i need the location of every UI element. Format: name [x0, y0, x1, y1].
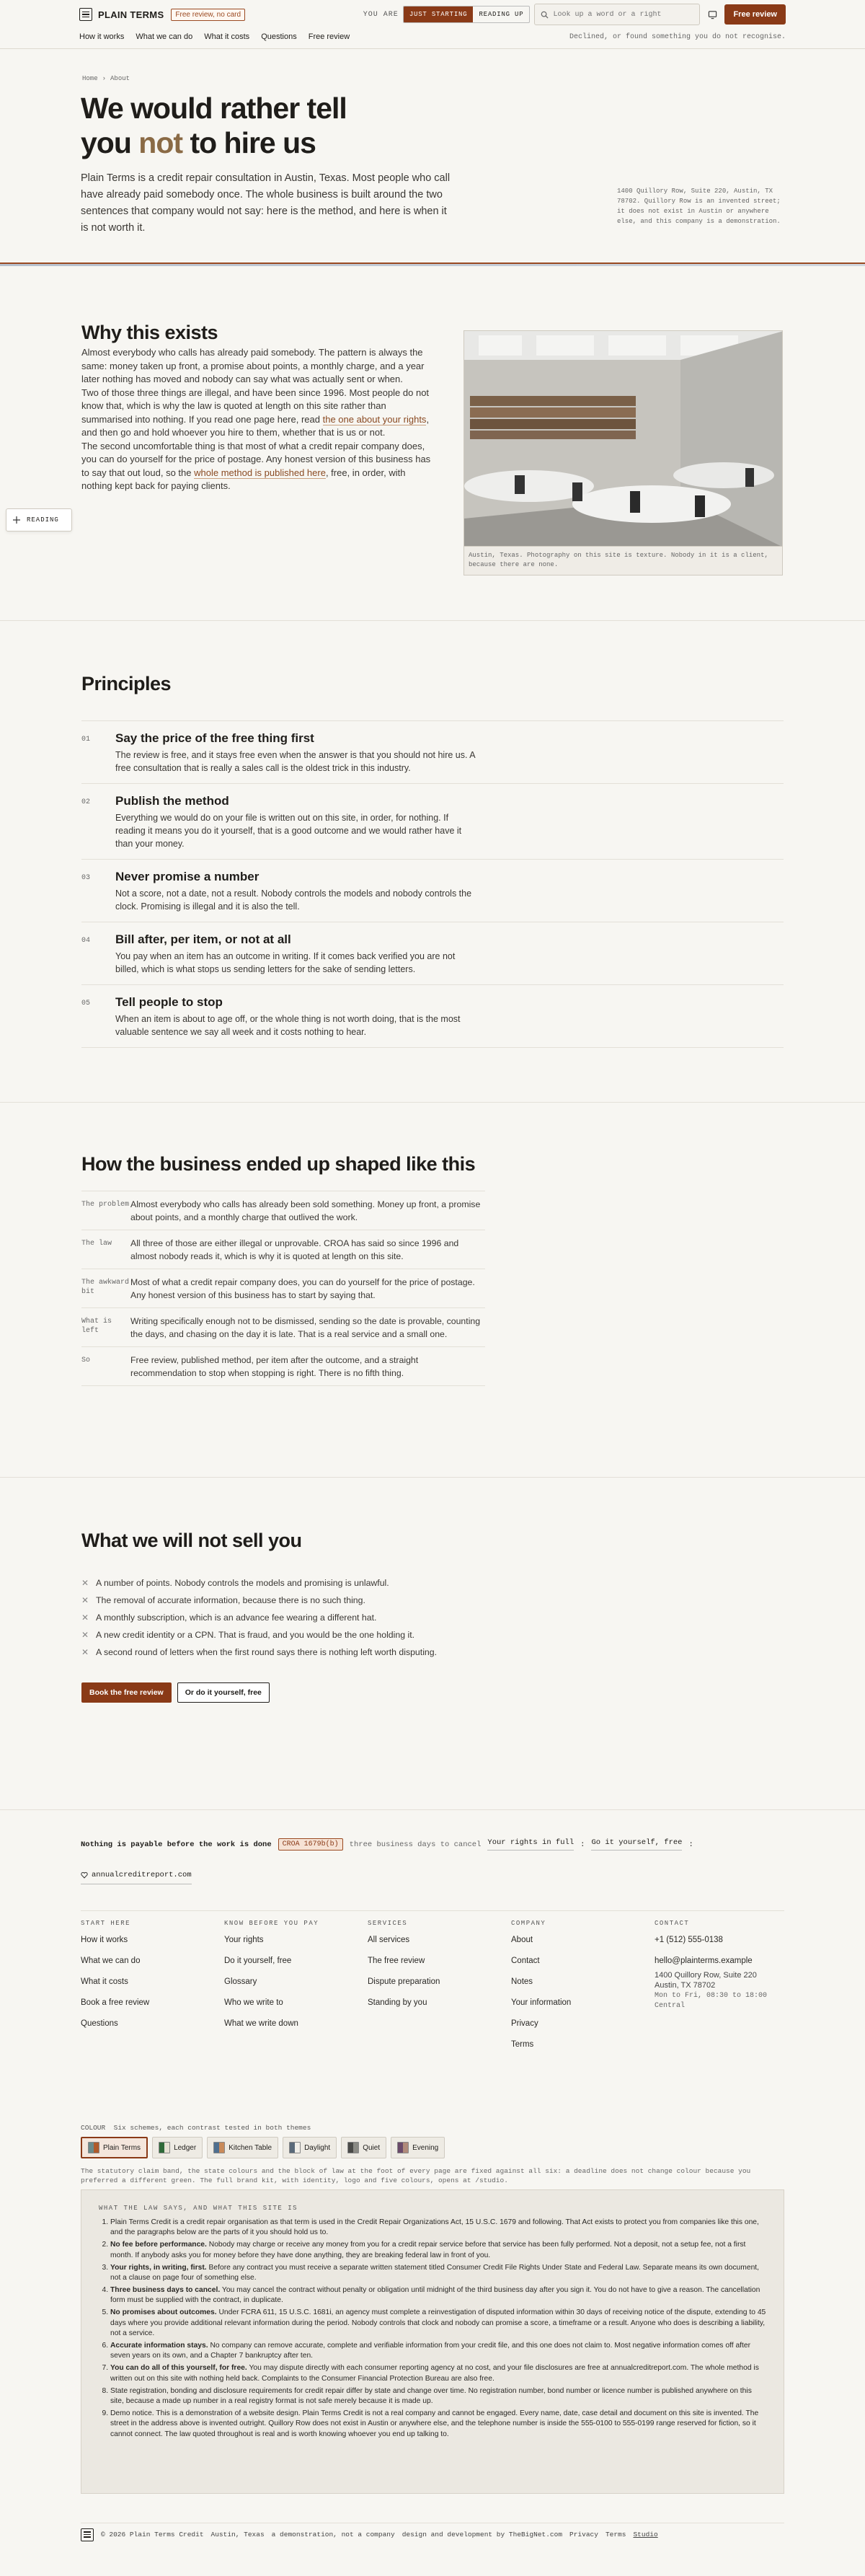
swatch-icon: [213, 2142, 225, 2153]
footer-link[interactable]: Standing by you: [368, 1998, 427, 2007]
logo-icon[interactable]: [79, 8, 92, 21]
principle-item: [81, 984, 784, 1048]
principle-text: When an item is about to age off, or the whole thing is not worth doing, that is the most valuable sentence we say all week and it costs nothing to hear.: [115, 1014, 461, 1037]
heart-icon: [81, 1871, 88, 1879]
why-paragraph-3: [81, 440, 435, 493]
principle-title: Never promise a number: [115, 870, 260, 883]
why-p3-text: The second uncomfortable thing is that most of what a credit repair company does, you can do yourself for the price of postage. Any honest version of this business has to say that out loud, so the: [81, 440, 431, 478]
footer-col-know: [224, 1917, 368, 2061]
shaped-text: Most of what a credit repair company does, you can do yourself for the price of postage. Any honest version of this business has to start by saying that.: [130, 1277, 475, 1300]
principle-number: 03: [81, 874, 91, 882]
footer-col-heading: START HERE: [81, 1920, 131, 1927]
rights-link[interactable]: the one about your rights: [322, 413, 427, 425]
hero-lead: Plain Terms is a credit repair consultation in Austin, Texas. Most people who call have already paid somebody once. The whole business is built around the two sentences that company would not say: here is the method, and here is when it is not worth it.: [81, 172, 451, 234]
law-item-lead: Three business days to cancel.: [110, 2285, 221, 2294]
principle-title: Bill after, per item, or not at all: [115, 932, 291, 946]
terms-link[interactable]: Terms: [605, 2531, 626, 2538]
free-review-tag: Free review, no card: [171, 9, 245, 21]
footer-col-services: [368, 1917, 511, 2061]
shaped-text: Writing specifically enough not to be dismissed, sending so the date is provable, counting the days, and chasing on the day it is late. That is a real service and a small one.: [130, 1316, 481, 1339]
cancel-note: three business days to cancel: [349, 1840, 482, 1849]
swatch-icon: [347, 2142, 359, 2153]
theme-name: Plain Terms: [103, 2143, 141, 2152]
address-line-2: Austin, TX 78702: [655, 1981, 716, 1990]
why-p2-text-end: , and then go and hold whoever you hire to them, whether that is us or not.: [81, 413, 430, 438]
law-item: [110, 2218, 766, 2238]
footer-col-heading: CONTACT: [655, 1920, 690, 1927]
theme-name: Ledger: [174, 2143, 197, 2152]
law-item: [110, 2386, 766, 2407]
address-line-1: 1400 Quillory Row, Suite 220: [655, 1971, 757, 1980]
list-item: [81, 1609, 485, 1626]
law-item-lead: Your rights, in writing, first.: [110, 2263, 207, 2272]
shaped-row: [81, 1307, 485, 1346]
law-item-lead: No fee before performance.: [110, 2241, 207, 2249]
why-section: [0, 264, 865, 621]
search-icon: [541, 11, 549, 19]
footer-link[interactable]: Contact: [511, 1957, 540, 1965]
law-item-text: Under FCRA 611, 15 U.S.C. 1681i, an agency must complete a reinvestigation of disputed information within 30 days of receiving notice of the dispute, extending to 45 days where you provide additional relevant information during the period. Nobody controls that clock and nobody can promise a score, a timeframe or a result. Anyone who does is describing a liability, not a service.: [110, 2308, 766, 2338]
shaped-label: What is left: [81, 1318, 112, 1335]
cross-icon: ✕: [81, 1613, 89, 1623]
principle-item: [81, 720, 784, 783]
footer-col-heading: KNOW BEFORE YOU PAY: [224, 1920, 319, 1927]
law-item-lead: Accurate information stays.: [110, 2341, 208, 2350]
footer-col-company: [511, 1917, 655, 2061]
theme-picker: [81, 2137, 445, 2158]
footer-col-heading: COMPANY: [511, 1920, 546, 1927]
theme-name: Quiet: [363, 2143, 381, 2152]
footer-link[interactable]: All services: [368, 1936, 410, 1944]
breadcrumb-home[interactable]: Home: [82, 75, 98, 82]
nav-free-review[interactable]: Free review: [308, 32, 350, 41]
will-not-title: What we will not sell you: [81, 1530, 302, 1551]
opening-hours: Mon to Fri, 08:30 to 18:00 Central: [655, 1992, 768, 2010]
hero-address-note: 1400 Quillory Row, Suite 220, Austin, TX 78702. Quillory Row is an invented street; it does not exist in Austin or anywhere else, and this company is a demonstration.: [617, 188, 781, 225]
mode-reading-up[interactable]: READING UP: [479, 11, 524, 18]
brand-name[interactable]: PLAIN TERMS: [98, 9, 164, 20]
site-header: [0, 0, 865, 49]
shaped-section: [0, 1103, 865, 1478]
footer-link[interactable]: What we can do: [81, 1957, 141, 1965]
footer-link[interactable]: What it costs: [81, 1977, 128, 1986]
no-fee-note: Nothing is payable before the work is done: [81, 1840, 272, 1849]
law-item-text: Demo notice. This is a demonstration of a website design. Plain Terms Credit is not a real company and cannot be engaged. Every name, date, case detail and document on this site is invented. The street in the address above is invented outright. Quillory Row does not exist in Austin or anywhere else, and the telephone number is inside the 555-0100 to 555-0199 range reserved for fiction, so it cannot connect. The law quoted throughout is real and is worth knowing whoever you end up talking to.: [110, 2409, 759, 2438]
swatch-icon: [88, 2142, 99, 2153]
hero-section: [0, 49, 865, 264]
mode-toggle: [403, 6, 531, 23]
footer-link[interactable]: Your information: [511, 1998, 572, 2007]
will-not-text: A new credit identity or a CPN. That is fraud, and you would be the one holding it.: [96, 1630, 415, 1640]
nav-questions[interactable]: Questions: [261, 32, 297, 41]
location: Austin, Texas: [210, 2531, 265, 2538]
privacy-link[interactable]: Privacy: [569, 2531, 598, 2538]
breadcrumb-current: About: [110, 75, 130, 82]
cross-icon: ✕: [81, 1630, 89, 1640]
declined-note-link[interactable]: Declined, or found something you do not recognise.: [569, 32, 786, 41]
list-item: [81, 1592, 485, 1609]
theme-plain-terms[interactable]: [81, 2137, 148, 2158]
law-item-lead: You can do all of this yourself, for free.: [110, 2364, 247, 2373]
law-item: [110, 2308, 766, 2339]
footer-link[interactable]: Notes: [511, 1977, 533, 1986]
breadcrumb: [82, 75, 130, 82]
colour-label: [81, 2124, 311, 2132]
footer-link[interactable]: About: [511, 1936, 533, 1944]
shaped-row: [81, 1346, 485, 1386]
footer-link[interactable]: Questions: [81, 2019, 118, 2028]
theme-quiet[interactable]: [341, 2137, 386, 2158]
statutory-bar: [81, 1838, 784, 1851]
email-link[interactable]: hello@plainterms.example: [655, 1957, 753, 1965]
annual-report-link[interactable]: [81, 1871, 192, 1884]
cross-icon: ✕: [81, 1595, 89, 1605]
law-item-text: Before any contract you must receive a separate written statement titled Consumer Credit File Rights Under State and Federal Law. Separate means its own document, not a clause on page four of something else.: [110, 2263, 760, 2282]
principle-text: Not a score, not a date, not a result. Nobody controls the models and nobody controls the clock. Promising is illegal and it is also the tell.: [115, 888, 472, 912]
list-item: [81, 1574, 485, 1592]
shaped-label: The awkward bit: [81, 1279, 130, 1296]
search-box[interactable]: [534, 4, 700, 25]
law-item: [110, 2240, 766, 2261]
principle-item: [81, 922, 784, 984]
why-paragraph-1: Almost everybody who calls has already paid somebody. The pattern is always the same: money taken up front, a promise about points, a monthly charge, and a year later nothing has moved and nobody can say what was actually sent or when.: [81, 347, 425, 384]
title-not: not: [138, 126, 183, 159]
search-input[interactable]: [553, 11, 690, 19]
shaped-text: Free review, published method, per item after the outcome, and a straight recommendation to stop when stopping is right. There is no fifth thing.: [130, 1355, 419, 1378]
colour-note: Six schemes, each contrast tested in both themes: [113, 2124, 311, 2132]
demo-note: a demonstration, not a company: [271, 2531, 395, 2538]
principle-title: Tell people to stop: [115, 995, 223, 1009]
method-link[interactable]: whole method is published here: [194, 467, 326, 478]
theme-icon[interactable]: [704, 6, 720, 22]
nav-what-we-can-do[interactable]: What we can do: [136, 32, 193, 41]
page-title: [81, 91, 441, 160]
law-item-text: You may cancel the contract without penalty or obligation until midnight of the third business day after you sign it. You do not have to give a reason. The cancellation form must be supplied with the contract, in duplicate.: [110, 2285, 760, 2305]
theme-note: The statutory claim band, the state colours and the block of law at the foot of every page are fixed against all six: a deadline does not change colour because you preferred a different green. The full brand kit, with identity, logo and five colours, opens at /studio.: [81, 2167, 751, 2184]
principle-number: 02: [81, 798, 91, 806]
shaped-text: All three of those are either illegal or unprovable. CROA has said so since 1996 and almost nobody reads it, which is why it is quoted at length on this site.: [130, 1238, 459, 1261]
will-not-text: The removal of accurate information, because there is no such thing.: [96, 1595, 365, 1605]
main-nav: [79, 29, 786, 45]
reading-toggle[interactable]: [6, 508, 72, 531]
footer-columns: [81, 1910, 784, 2061]
footer-col-contact: [655, 1917, 784, 2061]
title-line-1: We would rather tell: [81, 92, 347, 125]
footer-link[interactable]: Do it yourself, free: [224, 1957, 292, 1965]
footer-col-start: [81, 1917, 224, 2061]
law-item: [110, 2263, 766, 2284]
will-not-actions: [81, 1682, 270, 1703]
theme-daylight[interactable]: [283, 2137, 337, 2158]
theme-kitchen-table[interactable]: [207, 2137, 278, 2158]
mode-label: YOU ARE: [363, 10, 399, 19]
footer-link[interactable]: Who we write to: [224, 1998, 283, 2007]
law-box: [81, 2189, 784, 2494]
law-item-text: State registration, bonding and disclosure requirements for credit repair differ by state and change over time. No registration number, bond number or licence number is published anywhere on this site, because a made up number in a real registry format is not safe merely because it is made up.: [110, 2386, 752, 2405]
title-line-2a: you: [81, 126, 139, 159]
theme-name: Evening: [412, 2143, 439, 2152]
colour-label-text: COLOUR: [81, 2124, 106, 2132]
copyright: © 2026 Plain Terms Credit: [101, 2531, 204, 2538]
site-footer: [0, 1809, 865, 2563]
list-item: [81, 1644, 485, 1661]
law-item-text: Nobody may charge or receive any money from you for a credit repair service before that service has been fully performed. Not a deposit, not a setup fee, not a first month. If anybody asks you for money before they have done anything, they are breaking federal law in front of you.: [110, 2241, 746, 2259]
law-item: [110, 2409, 766, 2440]
principles-section: [0, 621, 865, 1103]
list-item: [81, 1626, 485, 1644]
footer-link[interactable]: Dispute preparation: [368, 1977, 440, 1986]
swatch-icon: [289, 2142, 301, 2153]
footer-bottom: [81, 2523, 784, 2546]
law-list: [99, 2218, 766, 2440]
reading-label: READING: [27, 516, 59, 524]
footer-link[interactable]: The free review: [368, 1957, 425, 1965]
principles-list: [81, 720, 784, 1048]
theme-name: Daylight: [304, 2143, 331, 2152]
design-credit-link[interactable]: design and development by TheBigNet.com: [402, 2531, 563, 2538]
header-tools: [363, 4, 786, 25]
principle-number: 04: [81, 937, 91, 945]
diy-button[interactable]: Or do it yourself, free: [177, 1682, 270, 1703]
theme-evening[interactable]: [391, 2137, 445, 2158]
footer-link[interactable]: Book a free review: [81, 1998, 150, 2007]
law-item-text: You may dispute directly with each consumer reporting agency at no cost, and your file disclosures are free at annualcreditreport.com. The whole method is written out on this site with nothing held back. Complaints to the Consumer Financial Protection Bureau are also free.: [110, 2364, 759, 2383]
law-item: [110, 2363, 766, 2384]
why-title: Why this exists: [81, 322, 218, 343]
book-review-button[interactable]: Book the free review: [81, 1682, 172, 1703]
shaped-list: [81, 1191, 485, 1386]
croa-badge: CROA 1679b(b): [278, 1838, 343, 1851]
footer-link[interactable]: Glossary: [224, 1977, 257, 1986]
principle-text: The review is free, and it stays free even when the answer is that you should not hire us. A free consultation that is really a sales call is the oldest trick in this industry.: [115, 750, 475, 773]
cross-icon: ✕: [81, 1647, 89, 1657]
footer-logo-icon: [81, 2528, 94, 2541]
will-not-list: [81, 1574, 485, 1661]
header-top-row: [79, 3, 786, 26]
separator: :: [688, 1840, 693, 1849]
shaped-label: The problem: [81, 1201, 130, 1209]
shaped-title: How the business ended up shaped like this: [81, 1153, 476, 1175]
law-item: [110, 2285, 766, 2306]
law-heading: WHAT THE LAW SAYS, AND WHAT THIS SITE IS: [99, 2205, 298, 2212]
principle-item: [81, 859, 784, 922]
theme-name: Kitchen Table: [229, 2143, 272, 2152]
mode-just-starting[interactable]: JUST STARTING: [404, 6, 474, 22]
breadcrumb-separator: ›: [102, 75, 107, 82]
why-p2-text: Two of those three things are illegal, and have been since 1996. Most people do not know that, which is why the law is quoted at length on this site rather than summarised into nothing. If you read one page here, read: [81, 387, 430, 425]
footer-link[interactable]: Your rights: [224, 1936, 264, 1944]
cross-icon: ✕: [81, 1578, 89, 1588]
principle-text: Everything we would do on your file is written out on this site, in order, for nothing. If reading it means you do it yourself, that is a good outcome and we would rather have it than your money.: [115, 813, 462, 849]
principle-title: Publish the method: [115, 794, 229, 808]
studio-link[interactable]: Studio: [633, 2531, 658, 2538]
footer-link[interactable]: Privacy: [511, 2019, 538, 2028]
rights-full-link[interactable]: Your rights in full: [487, 1838, 574, 1851]
why-p3-text-end: , free, in order, with nothing kept back for paying clients.: [81, 467, 406, 491]
principle-number: 01: [81, 736, 91, 744]
will-not-text: A monthly subscription, which is an advance fee wearing a different hat.: [96, 1613, 377, 1623]
principle-item: [81, 783, 784, 859]
theme-ledger[interactable]: [152, 2137, 203, 2158]
principle-number: 05: [81, 1000, 91, 1007]
why-paragraph-2: [81, 387, 435, 440]
will-not-text: A second round of letters when the first round says there is nothing left worth disputing.: [96, 1647, 438, 1657]
shaped-row: [81, 1191, 485, 1230]
shaped-label: So: [81, 1357, 91, 1364]
will-not-text: A number of points. Nobody controls the models and promising is unlawful.: [96, 1578, 389, 1588]
nav-how-it-works[interactable]: How it works: [79, 32, 125, 41]
footer-col-heading: SERVICES: [368, 1920, 408, 1927]
will-not-section: [0, 1478, 865, 1809]
principle-text: You pay when an item has an outcome in writing. If it comes back verified you are not billed, which is what stops us sending letters for the sake of sending letters.: [115, 951, 456, 974]
footer-link[interactable]: What we write down: [224, 2019, 298, 2028]
principle-title: Say the price of the free thing first: [115, 731, 314, 745]
phone-link[interactable]: +1 (512) 555-0138: [655, 1936, 723, 1944]
law-item-lead: No promises about outcomes.: [110, 2308, 217, 2317]
footer-link[interactable]: Terms: [511, 2040, 534, 2049]
separator: :: [580, 1840, 585, 1849]
annual-report-text: annualcreditreport.com: [92, 1871, 192, 1879]
office-photo: [463, 330, 783, 547]
swatch-icon: [159, 2142, 170, 2153]
swatch-icon: [397, 2142, 409, 2153]
shaped-label: The law: [81, 1240, 112, 1248]
photo-caption: Austin, Texas. Photography on this site is texture. Nobody in it is a client, because there are none.: [463, 547, 783, 575]
nav-what-it-costs[interactable]: What it costs: [204, 32, 250, 41]
reading-icon: [12, 516, 21, 524]
law-item: [110, 2341, 766, 2362]
shaped-row: [81, 1269, 485, 1307]
principles-title: Principles: [81, 673, 172, 694]
title-line-2c: to hire us: [182, 126, 316, 159]
shaped-row: [81, 1230, 485, 1269]
shaped-text: Almost everybody who calls has already been sold something. Money up front, a promise about points, and a monthly charge that outlived the work.: [130, 1199, 481, 1222]
free-review-button[interactable]: Free review: [724, 4, 786, 25]
law-item-text: No company can remove accurate, complete and verifiable information from your credit file, and this one does not claim to. Most negative information comes off after seven years on its own, and a Chapter 7 bankruptcy after ten.: [110, 2341, 751, 2360]
law-item-text: Plain Terms Credit is a credit repair organisation as that term is used in the Credit Repair Organizations Act, 15 U.S.C. 1679 and following. That Act exists to protect you from companies like this one, and the paragraphs below are the parts of it you should hold us to.: [110, 2218, 759, 2237]
footer-link[interactable]: How it works: [81, 1936, 128, 1944]
diy-free-link[interactable]: Go it yourself, free: [591, 1838, 682, 1851]
why-body: [81, 346, 435, 493]
